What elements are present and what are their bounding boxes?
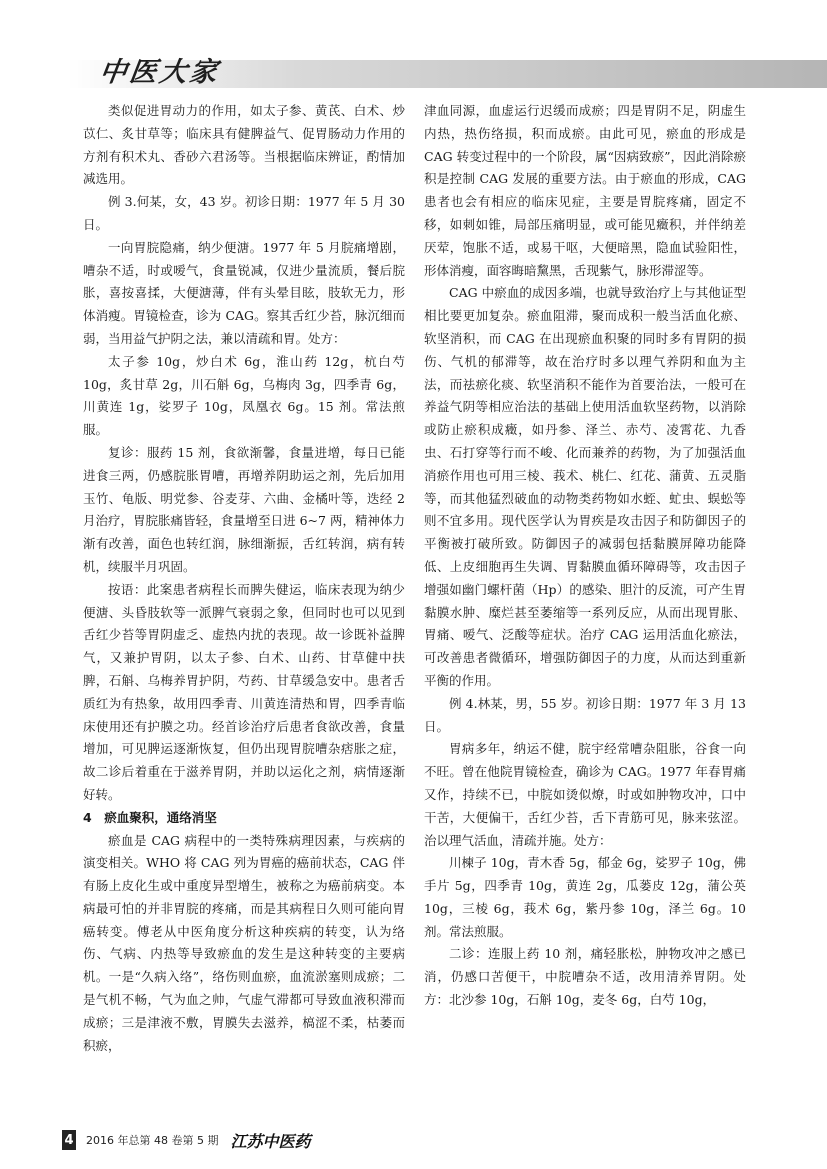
paragraph: CAG 中瘀血的成因多端，也就导致治疗上与其他证型相比要更加复杂。瘀血阻滞，聚而成积一般当活血化瘀、软坚消积，而 CAG 在出现瘀血积聚的同时多有胃阴的损伤、气机的郁滞等，故在治疗时多以理气养阴和血为主法，而祛瘀化痰、软坚消积不能作为首要治法，一般可在养益气阴等相应治法的基础上使用活血软坚药物，以消除或防止瘀积成癥，如丹参、泽兰、赤芍、凌霄花、九香虫、石打穿等行而不峻、化而兼养的药物，为了加强活血消瘀作用也可用三棱、莪术、桃仁、红花、蒲黄、五灵脂等，而其他猛烈破血的动物类药物如水蛭、虻虫、蜈蚣等则不宜多用。现代医学认为胃疾是攻击因子和防御因子的平衡被打破所致。防御因子的减弱包括黏膜屏障功能降低、上皮细胞再生失调、胃黏膜血循环障碍等，攻击因子增强如幽门螺杆菌（Hp）的感染、胆汁的反流，可产生胃黏膜水肿、糜烂甚至萎缩等一系列反应，从而出现胃胀、胃痛、嗳气、泛酸等症状。治疗 CAG 运用活血化瘀法，可改善患者微循环，增强防御因子的力度，从而达到重新平衡的作用。 [424,285,746,688]
paragraph: 瘀血是 CAG 病程中的一类特殊病理因素，与疾病的演变相关。WHO 将 CAG 列为胃癌的癌前状态，CAG 伴有肠上皮化生或中重度异型增生，被称之为癌前病变。本病最可怕的并非胃脘的疼痛，而是其病程日久则可能向胃癌转变。傅老从中医角度分析这种疾病的转变，认为络伤、气病、内热等导致瘀血的发生是这种转变的主要病机。一是“久病入络”，络伤则血瘀，血流淤塞则成瘀；二是气机不畅，气为血之帅，气虚气滞都可导致血液积滞而成瘀；三是津液不敷，胃膜失去滋养，槁涩不柔，枯萎而积瘀， [83,832,405,1053]
case-heading: 例 3.何某，女，43 岁。初诊日期：1977 年 5 月 30 日。 [83,194,405,232]
issue-info: 2016 年总第 48 卷第 5 期 [86,1134,219,1147]
paragraph: 复诊：服药 15 剂，食欲渐馨，食量进增，每日已能进食三两，仍感脘胀胃嘈，再增养阴助运之剂，先后加用玉竹、龟版、明党参、谷麦芽、六曲、金橘叶等，迭经 2 月治疗，胃脘胀痛皆轻，食量增至日进 6~7 两，精神体力渐有改善，面色也转红润，脉细渐振，舌红转润，病有转机，续服半月巩固。 [83,444,405,574]
left-column [83,100,405,1057]
case-heading: 例 4.林某，男，55 岁。初诊日期：1977 年 3 月 13 日。 [424,695,746,734]
section-title-mark: 中医大家 [97,57,222,88]
paragraph: 胃病多年，纳运不健，脘宇经常嘈杂阻胀，谷食一向不旺。曾在他院胃镜检查，确诊为 CAG。1977 年春胃痛又作，持续不已，中脘如烫似燎，时或如肿物攻冲，口中干苦，大便偏干，舌红少苔，舌下青筋可见，脉来弦涩。治以理气活血，清疏并施。处方： [424,741,746,848]
page-footer [62,1128,311,1152]
prescription: 川楝子 10g，青木香 5g，郁金 6g，娑罗子 10g，佛手片 5g，四季青 10g，黄连 2g，瓜蒌皮 12g，蒲公英 10g，三棱 6g，莪术 6g，紫丹参 10g，泽兰 6g。10 剂。常法煎服。 [424,855,746,939]
paragraph: 一向胃脘隐痛，纳少便溏。1977 年 5 月脘痛增剧，嘈杂不适，时或嗳气，食量锐减，仅进少量流质，餐后脘胀，喜按喜揉，大便溏薄，伴有头晕目眩，肢软无力，形体消瘦。胃镜检查，诊为 CAG。察其舌红少苔，脉沉细而弱，当用益气护阴之法，兼以清疏和胃。处方： [83,239,405,346]
paragraph: 津血同源，血虚运行迟缓而成瘀；四是胃阴不足，阴虚生内热，热伤络损，积而成瘀。由此可见，瘀血的形成是 CAG 转变过程中的一个阶段，属“因病致瘀”，因此消除瘀积是控制 CAG 发展的重要方法。由于瘀血的形成，CAG 患者也会有相应的临床见症，主要是胃脘疼痛，固定不移，如刺如锥，局部压痛明显，或可能见癥积，并伴纳差厌荤，饱胀不适，或易干呕，大便暗黑，隐血试验阳性，形体消瘦，面容晦暗黧黑，舌现紫气，脉形滞涩等。 [424,103,746,278]
section-heading: 4 瘀血聚积，通络消坚 [83,809,217,825]
paragraph: 类似促进胃动力的作用，如太子参、黄芪、白术、炒苡仁、炙甘草等；临床具有健脾益气、促胃肠动力作用的方剂有积术丸、香砂六君汤等。当根据临床辨证，酌情加减选用。 [83,103,405,187]
prescription: 太子参 10g，炒白术 6g，淮山药 12g，杭白芍 10g，炙甘草 2g，川石斛 6g，乌梅肉 3g，四季青 6g，川黄连 1g，娑罗子 10g，凤凰衣 6g。15 剂。常法煎服。 [83,353,405,438]
page-number: 4 [62,1130,76,1150]
journal-logo: 江苏中医药 [230,1131,311,1151]
right-column [424,100,746,1012]
paragraph: 按语：此案患者病程长而脾失健运，临床表现为纳少便溏、头昏肢软等一派脾气衰弱之象，但同时也可以见到舌红少苔等胃阴虚乏、虚热内扰的表现。故一诊既补益脾气，又兼护胃阴，以太子参、白术、山药、甘草健中扶脾，石斛、乌梅养胃护阴，芍药、甘草缓急安中。患者舌质红为有热象，故用四季青、川黄连清热和胃，四季青临床使用还有护膜之功。经首诊治疗后患者食欲改善，食量增加，可见脾运逐渐恢复，但仍出现胃脘嘈杂痞胀之症，故二诊后着重在于滋养胃阴，并助以运化之剂，病情逐渐好转。 [83,581,405,802]
paragraph: 二诊：连服上药 10 剂，痛轻胀松，肿物攻冲之感已消，仍感口苦便干，中脘嘈杂不适，改用清养胃阴。处方：北沙参 10g，石斛 10g，麦冬 6g，白芍 10g， [424,946,746,1008]
